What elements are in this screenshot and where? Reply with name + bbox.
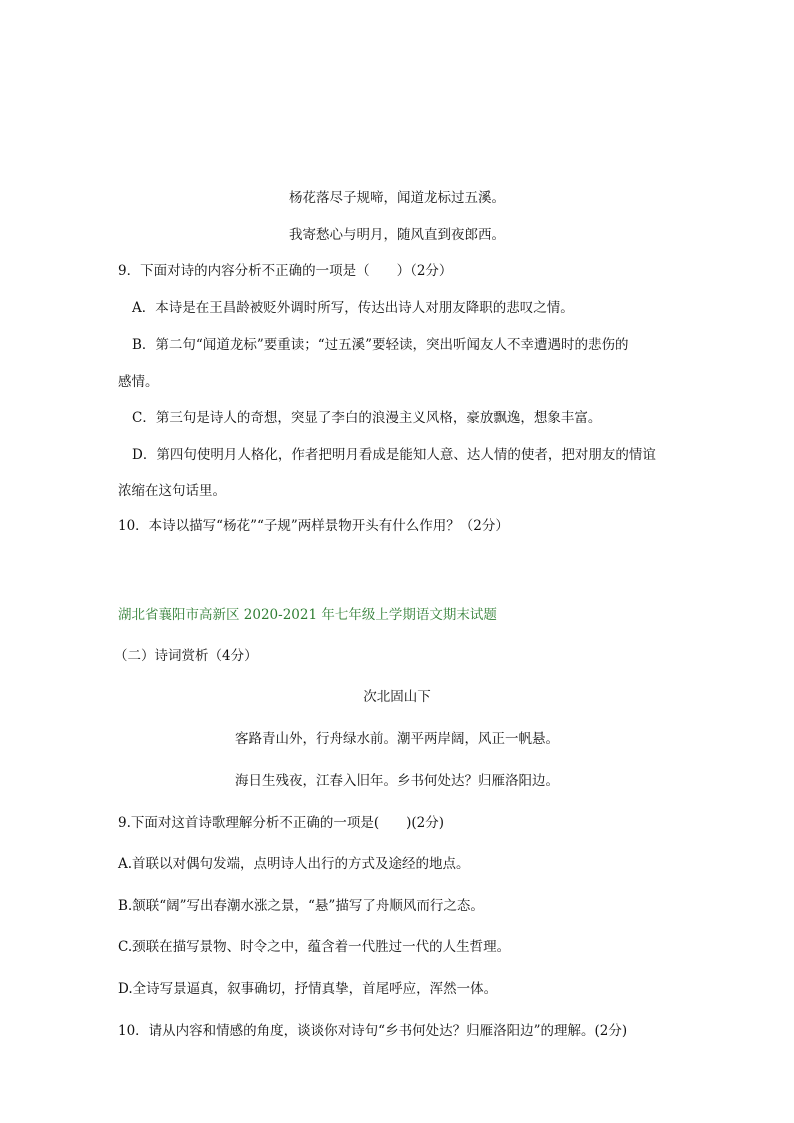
question-9b-option-a: A.首联以对偶句发端，点明诗人出行的方式及途经的地点。 (118, 856, 470, 872)
question-10b: 10．请从内容和情感的角度，谈谈你对诗句“乡书何处达？归雁洛阳边”的理解。(2分) (118, 1023, 628, 1039)
question-9-option-c: C．第三句是诗人的奇想，突显了李白的浪漫主义风格，豪放飘逸，想象丰富。 (132, 410, 602, 426)
question-9-stem: 9．下面对诗的内容分析不正确的一项是（ ）（2分） (118, 263, 453, 279)
poem2-line-2: 海日生残夜，江春入旧年。乡书何处达？归雁洛阳边。 (235, 773, 559, 789)
question-9-option-b-cont: 感情。 (118, 374, 159, 390)
question-9-option-b: B．第二句“闻道龙标”要重读；“过五溪”要轻读，突出听闻友人不幸遭遇时的悲伤的 (132, 337, 629, 353)
poem2-line-1: 客路青山外，行舟绿水前。潮平两岸阔，风正一帆悬。 (235, 731, 559, 747)
poem1-line-1: 杨花落尽子规啼，闻道龙标过五溪。 (289, 190, 505, 206)
question-9b-option-d: D.全诗写景逼真，叙事确切，抒情真挚，首尾呼应，浑然一体。 (118, 981, 498, 997)
exam-source-heading: 湖北省襄阳市高新区 2020-2021 年七年级上学期语文期末试题 (118, 607, 497, 623)
question-9b-option-b: B.颔联“阔”写出春潮水涨之景，“悬”描写了舟顺风而行之态。 (118, 898, 484, 914)
poem2-title: 次北固山下 (363, 689, 431, 705)
question-9-option-d: D．第四句使明月人格化，作者把明月看成是能知人意、达人情的使者，把对朋友的情谊 (132, 447, 656, 463)
question-9b-option-c: C.颈联在描写景物、时令之中，蕴含着一代胜过一代的人生哲理。 (118, 939, 511, 955)
question-9-option-d-cont: 浓缩在这句话里。 (118, 483, 226, 499)
question-9-option-a: A．本诗是在王昌龄被贬外调时所写，传达出诗人对朋友降职的悲叹之情。 (132, 300, 574, 316)
poem1-line-2: 我寄愁心与明月，随风直到夜郎西。 (289, 227, 505, 243)
section-subtitle: （二）诗词赏析（4分） (114, 648, 258, 664)
question-9b-stem: 9.下面对这首诗歌理解分析不正确的一项是( )(2分) (118, 815, 445, 831)
question-10: 10．本诗以描写“杨花”“子规”两样景物开头有什么作用？（2分） (118, 518, 509, 534)
